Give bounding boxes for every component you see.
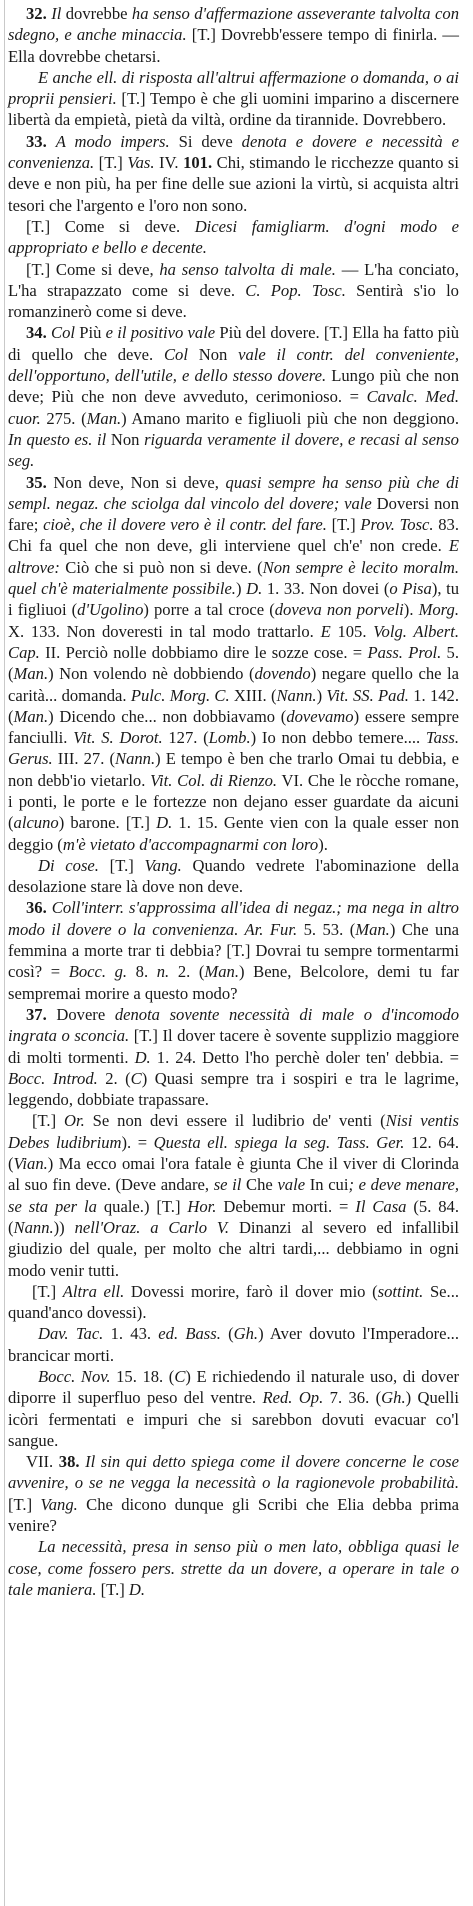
entry-32-ellipsis: E anche ell. di risposta all'altrui affermazione o domanda, o ai proprii pensieri. [T.] Tempo è che gli uomini imparino a discernere libertà da empietà, pietà da viltà, ordine da tirannide. Dovrebbero.: [8, 67, 459, 130]
entry-33: 33. A modo impers. Si deve denota e dovere e necessità e convenienza. [T.] Vas. IV. 101. Chi, stimando le ricchezze quanto si deve e non più, ha per fine delle sue azioni la virtù, si acquista altri tesori che l'argento e l'oro non sono.: [8, 131, 460, 215]
entry-37-dav-tac: Dav. Tac. 1. 43. ed. Bass. (Gh.) Aver dovuto l'Imperadore... brancicar morti.: [8, 1324, 459, 1365]
entry-37-altra-ell: [T.] Altra ell. Dovessi morire, farò il dover mio (sottint. Se... quand'anco dovessi).: [8, 1281, 459, 1323]
entry-37-or: [T.] Or. Se non devi essere il ludibrio de' venti (Nisi ventis Debes ludibrium). = Questa ell. spiega la seg. Tass. Ger. 12. 64. (Vian.) Ma ecco omai l'ora fatale è giunta Che il viver di Clorinda al suo fin deve. (Deve andare, se il Che vale In cui; e deve menare, se sta per la quale.) [T.] Hor. Debemur morti. = Il Casa (5. 84. (Nann.)) nell'Oraz. a Carlo V. Dinanzi al severo ed infallibil giudizio del quale, per molto che altri tardi,... debbiamo in ogni modo venir tutti.: [8, 1111, 460, 1280]
entry-35-di-cose: Di cose. [T.] Vang. Quando vedrete l'abominazione della desolazione stare là dove non deve.: [8, 855, 459, 897]
entry-33-famigliarm: [T.] Come si deve. Dicesi famigliarm. d'ogni modo e appropriato e bello e decente.: [8, 216, 459, 258]
entry-38: VII. 38. Il sin qui detto spiega come il dovere concerne le cose avvenire, o se ne vegga la necessità o la ragionevole probabilità. [T.] Vang. Che dicono dunque gli Scribi che Elia debba prima venire?: [8, 1452, 459, 1536]
entry-36: 36. Coll'interr. s'approssima all'idea di negaz.; ma nega in altro modo il dovere o la convenienza. Ar. Fur. 5. 53. (Man.) Che una femmina a morte trar ti debbia? [T.] Dovrai tu sempre tormentarmi così? = Bocc. g. 8. n. 2. (Man.) Bene, Belcolore, demi tu far sempremai morire a questo modo?: [8, 898, 459, 1003]
entry-34: 34. Col Più e il positivo vale Più del dovere. [T.] Ella ha fatto più di quello che deve. Col Non vale il contr. del conveniente, dell'opportuno, dell'utile, e dello stesso dovere. Lungo più che non deve; Più che non deve avveduto, cerimonioso. = Cavalc. Med. cuor. 275. (Man.) Amano marito e figliuoli più che non deggiono. In questo es. il Non riguarda veramente il dovere, e recasi al senso seg.: [8, 323, 460, 471]
entry-33-male: [T.] Come si deve, ha senso talvolta di male. — L'ha conciato, L'ha strapazzato come si deve. C. Pop. Tosc. Sentirà s'io lo romanzinerò come si deve.: [8, 259, 459, 322]
entry-32: 32. Il dovrebbe ha senso d'affermazione asseverante talvolta con sdegno, e anche minaccia. [T.] Dovrebb'essere tempo di finirla. — Ella dovrebbe chetarsi.: [8, 4, 459, 66]
entry-35: 35. Non deve, Non si deve, quasi sempre ha senso più che di sempl. negaz. che sciolga dal vincolo del dovere; vale Doversi non fare; cioè, che il dovere vero è il contr. del fare. [T.] Prov. Tosc. 83. Chi fa quel che non deve, gli interviene quel ch'e' non crede. E altrove: Ciò che si può non si deve. (Non sempre è lecito moralm. quel ch'è materialmente possibile.) D. 1. 33. Non dovei (o Pisa), tu i figliuoi (d'Ugolino) porre a tal croce (doveva non porveli). Morg. X. 133. Non doveresti in tal modo trattarlo. E 105. Volg. Albert. Cap. II. Perciò nolle dobbiamo dire le sozze cose. = Pass. Prol. 5. (Man.) Non volendo nè dobbiendo (dovendo) negare quello che la carità... domanda. Pulc. Morg. C. XIII. (Nann.) Vit. SS. Pad. 1. 142. (Man.) Dicendo che... non dobbiavamo (dovevamo) essere sempre fanciulli. Vit. S. Dorot. 127. (Lomb.) Io non debbo temere.... Tass. Gerus. III. 27. (Nann.) E tempo è ben che trarlo Omai tu debbia, e non debb'io vietarlo. Vit. Col. di Rienzo. VI. Che le ròcche romane, i ponti, le porte e le fortezze non dejano esser guardate da aicuni (alcuno) barone. [T.] D. 1. 15. Gente vien con la quale esser non deggio (m'è vietato d'accompagnarmi con loro).: [8, 472, 460, 854]
entry-38-necessita: La necessità, presa in senso più o men lato, obbliga quasi le cose, come fossero pers. strette da un dovere, a operare in tale o tale maniera. [T.] D.: [8, 1537, 459, 1599]
entry-37: 37. Dovere denota sovente necessità di male o d'incomodo ingrata o sconcia. [T.] Il dover tacere è sovente supplizio maggiore di molti tormenti. D. 1. 24. Detto l'ho perchè doler ten' debbia. = Bocc. Introd. 2. (C) Quasi sempre tra i sospiri e tra le lagrime, leggendo, dobbiate trapassare.: [8, 1004, 459, 1110]
entry-37-bocc-nov: Bocc. Nov. 15. 18. (C) E richiedendo il naturale uso, di dover diporre il superfluo peso del ventre. Red. Op. 7. 36. (Gh.) Quelli icòri fermentati e impuri che si sarebbon dovuti evacuar co'l sangue.: [8, 1367, 460, 1450]
